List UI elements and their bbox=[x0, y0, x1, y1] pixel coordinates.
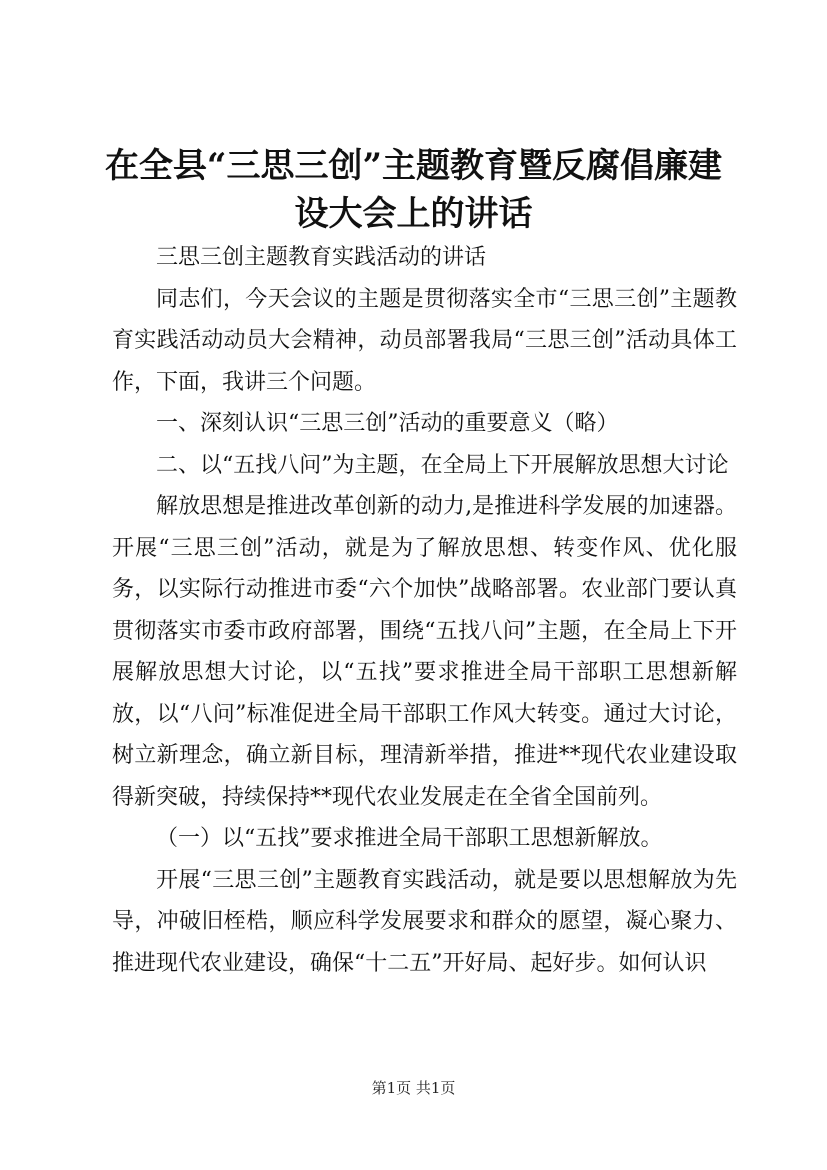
paragraph-body-main: 解放思想是推进改革创新的动力,是推进科学发展的加速器。开展“三思三创”活动，就是为了解放思想、转变作风、优化服务，以实际行动推进市委“六个加快”战略部署。农业部门要认真贯彻落实市委市政府部署，围绕“五找八问”主题，在全局上下开展解放思想大讨论，以“五找”要求推进全局干部职工思想新解放，以“八问”标准促进全局干部职工作风大转变。通过大讨论，树立新理念，确立新目标，理清新举措，推进**现代农业建设取得新突破，持续保持**现代农业发展走在全省全国前列。 bbox=[112, 494, 737, 810]
paragraph-section-one: 一、深刻认识“三思三创”活动的重要意义（略） bbox=[156, 411, 619, 436]
document-body bbox=[112, 237, 737, 984]
document-title: 在全县“三思三创”主题教育暨反腐倡廉建设大会上的讲话 bbox=[104, 146, 723, 234]
paragraph-subtitle: 三思三创主题教育实践活动的讲话 bbox=[156, 245, 487, 270]
paragraph-intro: 同志们，今天会议的主题是贯彻落实全市“三思三创”主题教育实践活动动员大会精神，动员部署我局“三思三创”活动具体工作，下面，我讲三个问题。 bbox=[112, 286, 737, 395]
paragraph-section-two: 二、以“五找八问”为主题，在全局上下开展解放思想大讨论 bbox=[156, 452, 729, 478]
paragraph-subsection-one: （一）以“五找”要求推进全局干部职工思想新解放。 bbox=[156, 826, 663, 851]
paragraph-body-continued: 开展“三思三创”主题教育实践活动，就是要以思想解放为先导，冲破旧桎梏，顺应科学发展要求和群众的愿望，凝心聚力、推进现代农业建设，确保“十二五”开好局、起好步。如何认识 bbox=[112, 867, 737, 976]
page-number-footer: 第1页 共1页 bbox=[371, 1079, 456, 1097]
